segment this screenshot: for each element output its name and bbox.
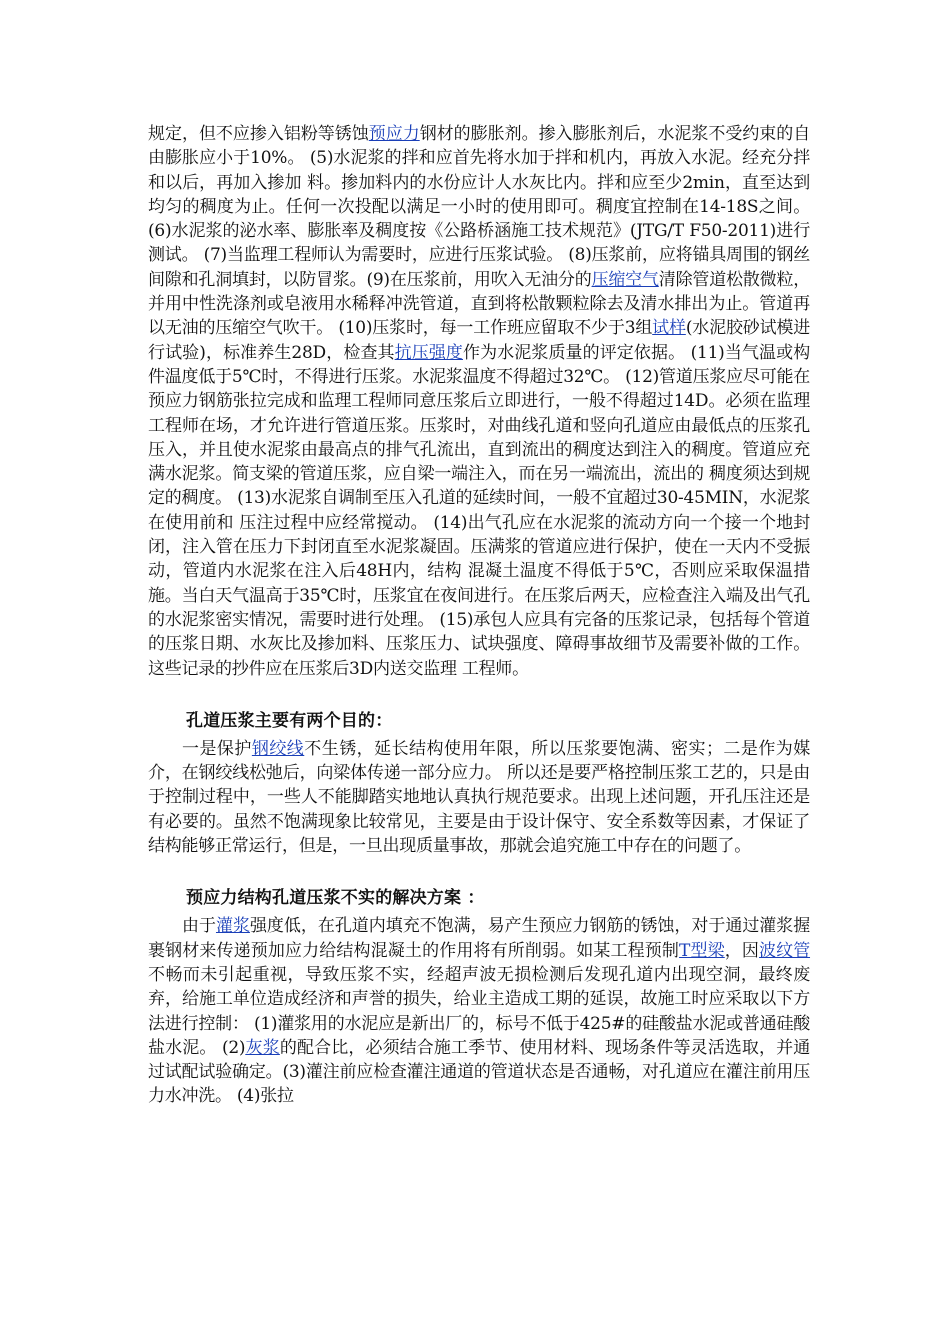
text-run: 预应力结构孔道压浆不实的解决方案 ： xyxy=(186,888,485,909)
text-run: 的配合比，必须结合施工季节、使用材料、现场条件等灵活选取，并通过试配试验确定。(3)灌注前应检查灌注通道的管道状态是否通畅，对孔道应在灌注前用压力水冲洗。 (4)张拉 xyxy=(148,1037,811,1107)
hyperlink[interactable]: T型梁 xyxy=(679,940,725,961)
section-heading xyxy=(186,709,810,733)
section-heading xyxy=(186,886,810,910)
hyperlink[interactable]: 预应力 xyxy=(368,124,420,144)
hyperlink[interactable]: 波纹管 xyxy=(759,940,811,961)
text-run: 清除管道松散微粒，并用中性洗涤剂或皂液用水稀释冲洗管道，直到将松散颗粒除去及清水排出为止。管道再以无油的压缩空气吹干。 (10)压浆时，每一工作班应留取不少于3组 xyxy=(148,269,811,339)
body-paragraph xyxy=(148,737,810,858)
text-run: 一是保护 xyxy=(182,738,252,759)
hyperlink[interactable]: 钢绞线 xyxy=(251,738,305,759)
text-run: 规定，但不应掺入铝粉等锈蚀 xyxy=(148,124,369,144)
text-run: (水泥胶砂试模进行试验)，标准养生28D，检查其 xyxy=(148,318,810,363)
text-run: 不生锈，延长结构使用年限，所以压浆要饱满、密实；二是作为媒介，在钢绞线松弛后，向梁体传递一部分应力。 所以还是要严格控制压浆工艺的，只是由于控制过程中，一些人不能脚踏实地地认真执行规范要求。出现上述问题，开孔压注还是有必要的。虽然不饱满现象比较常见，主要是由于设计保守、安全系数等因素，才保证了结构能够正常运行，但是，一旦出现质量事故，那就会追究施工中存在的问题了。 xyxy=(148,738,811,857)
document-body xyxy=(148,122,810,1109)
hyperlink[interactable]: 灰浆 xyxy=(245,1037,280,1058)
text-run: 不畅而未引起重视，导致压浆不实，经超声波无损检测后发现孔道内出现空洞，最终废弃，给施工单位造成经济和声誉的损失，给业主造成工期的延误，故施工时应采取以下方法进行控制： (1)灌浆用的水泥应是新出厂的，标号不低于425#的硅酸盐水泥或普通硅酸盐水泥。 (2) xyxy=(148,964,810,1058)
hyperlink[interactable]: 压缩空气 xyxy=(591,269,659,290)
hyperlink[interactable]: 灌浆 xyxy=(215,916,250,937)
body-paragraph xyxy=(148,914,810,1108)
body-paragraph xyxy=(148,122,810,681)
text-run: 由于 xyxy=(182,916,216,937)
text-run: 钢材的膨胀剂。掺入膨胀剂后，水泥浆不受约束的自由膨胀应小于10%。 (5)水泥浆的拌和应首先将水加于拌和机内，再放入水泥。经充分拌和以后，再加入掺加 料。掺加料内的水份应计人水灰比内。拌和应至少2min，直至达到均匀的稠度为止。任何一次投配以满足一小时的使用即可。稠度宜控制在14-18S之间。 (6)水泥浆的泌水率、膨胀率及稠度按《公路桥涵施工技术规范》(JTG/T F50-2011)进行测试。 (7)当监理工程师认为需要时，应进行压浆试验。 (8)压浆前，应将锚具周围的钢丝间隙和孔洞填封，以防冒浆。(9)在压浆前，用吹入无油分的 xyxy=(148,124,811,290)
text-run: 强度低，在孔道内填充不饱满，易产生预应力钢筋的锈蚀，对于通过灌浆握裹钢材来传递预加应力给结构混凝土的作用将有所削弱。如某工程预制 xyxy=(148,916,811,961)
text-run: 孔道压浆主要有两个目的： xyxy=(186,710,393,731)
hyperlink[interactable]: 试样 xyxy=(652,318,686,339)
text-run: 作为水泥浆质量的评定依据。 (11)当气温或构件温度低于5℃时，不得进行压浆。水泥浆温度不得超过32℃。 (12)管道压浆应尽可能在预应力钢筋张拉完成和监理工程师同意压浆后立即进行，一般不得超过14D。必须在监理工程师在场，才允许进行管道压浆。压浆时，对曲线孔道和竖向孔道应由最低点的压浆孔压入，并且使水泥浆由最高点的排气孔流出，直到流出的稠度达到注入的稠度。管道应充满水泥浆。简支梁的管道压浆，应自梁一端注入，而在另一端流出，流出的 稠度须达到规定的稠度。 (13)水泥浆自调制至压入孔道的延续时间，一般不宜超过30-45MIN，水泥浆在使用前和 压注过程中应经常搅动。 (14)出气孔应在水泥浆的流动方向一个接一个地封闭，注入管在压力下封闭直至水泥浆凝固。压满浆的管道应进行保护，使在一天内不受振动，管道内水泥浆在注入后48H内，结构 混凝土温度不得低于5℃，否则应采取保温措施。当白天气温高于35℃时，压浆宜在夜间进行。在压浆后两天，应检查注入端及出气孔的水泥浆密实情况，需要时进行处理。 (15)承包人应具有完备的压浆记录，包括每个管道的压浆日期、水灰比及掺加料、压浆压力、试块强度、障碍事故细节及需要补做的工作。这些记录的抄件应在压浆后3D内送交监理 工程师。 xyxy=(148,342,810,679)
hyperlink[interactable]: 抗压强度 xyxy=(394,342,463,363)
text-run: ，因 xyxy=(724,940,760,961)
